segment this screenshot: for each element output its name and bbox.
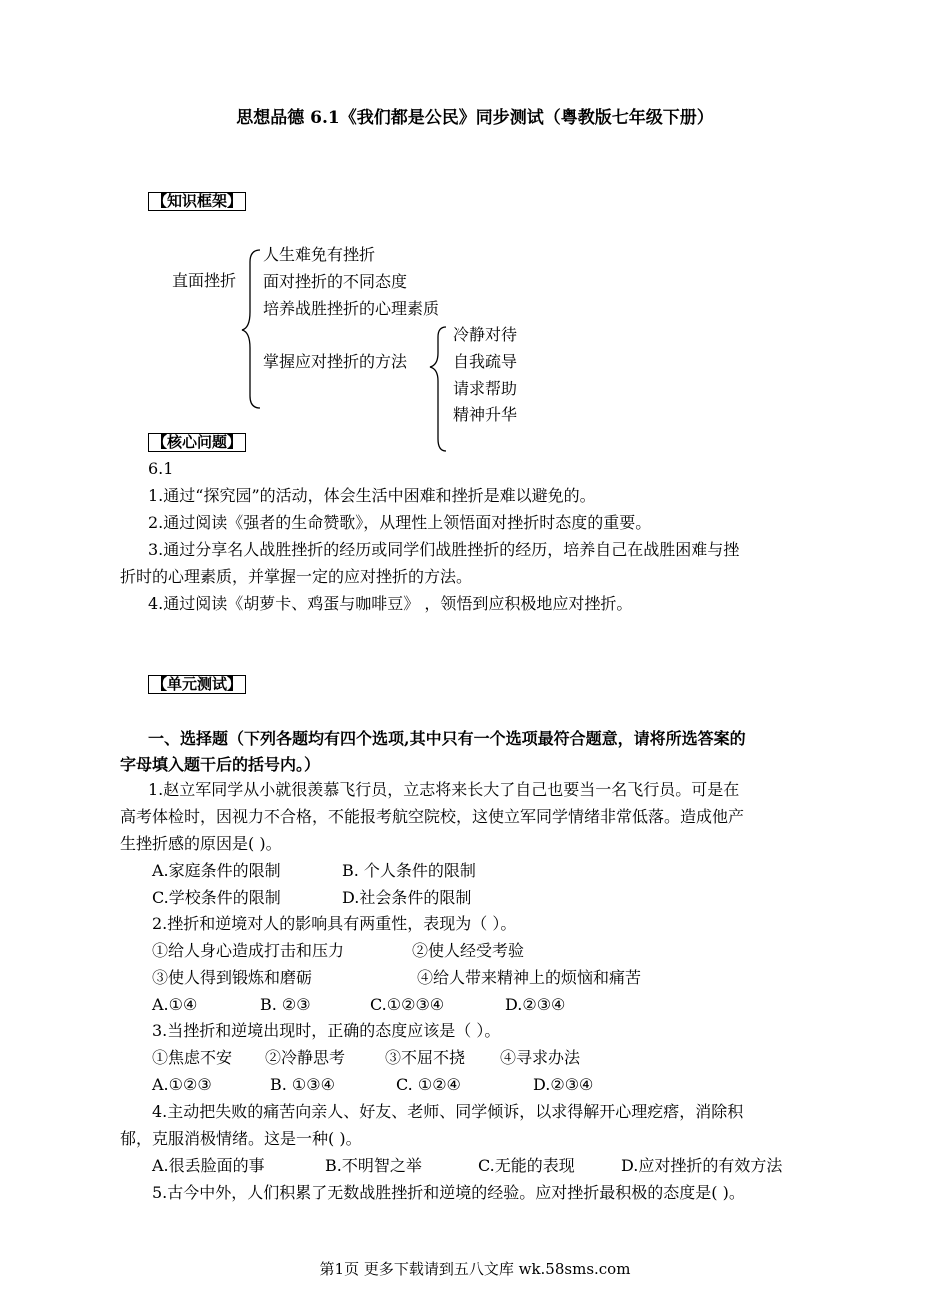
test-instruction-line2: 字母填入题干后的括号内。）: [120, 755, 321, 774]
q3-item-3: ③不屈不挠: [385, 1048, 466, 1067]
methods-brace: [426, 325, 456, 455]
q1-option-b: B. 个人条件的限制: [342, 861, 476, 880]
framework-branch-1: 人生难免有挫折: [263, 245, 376, 264]
core-item-2: 2.通过阅读《强者的生命赞歌》，从理性上领悟面对挫折时态度的重要。: [148, 513, 652, 532]
framework-branch-3: 培养战胜挫折的心理素质: [263, 299, 440, 318]
core-item-3-cont: 折时的心理素质，并掌握一定的应对挫折的方法。: [120, 567, 473, 586]
framework-branch-2: 面对挫折的不同态度: [263, 272, 408, 291]
test-instruction-line1: 一、选择题（下列各题均有四个选项,其中只有一个选项最符合题意，请将所选答案的: [148, 729, 746, 748]
q2-option-c: C.①②③④: [370, 995, 445, 1014]
core-item-1: 1.通过“探究园”的活动，体会生活中困难和挫折是难以避免的。: [148, 486, 596, 505]
q4-option-a: A.很丢脸面的事: [152, 1156, 265, 1175]
document-title: 思想品德 6.1《我们都是公民》同步测试（粤教版七年级下册）: [236, 108, 714, 128]
q2-item-2: ②使人经受考验: [412, 941, 525, 960]
q1-line3: 生挫折感的原因是( )。: [120, 834, 282, 853]
core-item-3: 3.通过分享名人战胜挫折的经历或同学们战胜挫折的经历，培养自己在战胜困难与挫: [148, 540, 740, 559]
q3-item-4: ④寻求办法: [500, 1048, 581, 1067]
page-footer: 第1页 更多下载请到五八文库 wk.58sms.com: [319, 1260, 631, 1278]
q4-line2: 郁，克服消极情绪。这是一种( )。: [120, 1129, 362, 1148]
q2-item-1: ①给人身心造成打击和压力: [152, 941, 345, 960]
q3-stem: 3.当挫折和逆境出现时，正确的态度应该是（ ）。: [152, 1021, 501, 1040]
q4-option-c: C.无能的表现: [478, 1156, 575, 1175]
q2-item-4: ④给人带来精神上的烦恼和痛苦: [417, 968, 642, 987]
framework-heading: 【知识框架】: [148, 192, 246, 211]
q1-option-d: D.社会条件的限制: [342, 888, 472, 907]
q3-option-c: C. ①②④: [396, 1075, 461, 1094]
core-heading: 【核心问题】: [148, 433, 246, 452]
test-heading: 【单元测试】: [148, 675, 246, 694]
q2-item-3: ③使人得到锻炼和磨砺: [152, 968, 313, 987]
q1-line1: 1.赵立军同学从小就很羡慕飞行员，立志将来长大了自己也要当一名飞行员。可是在: [148, 780, 740, 799]
q3-item-2: ②冷静思考: [265, 1048, 346, 1067]
q3-option-d: D.②③④: [533, 1075, 594, 1094]
q2-option-d: D.②③④: [505, 995, 566, 1014]
framework-root: 直面挫折: [172, 271, 237, 290]
core-item-4: 4.通过阅读《胡萝卡、鸡蛋与咖啡豆》 ，领悟到应积极地应对挫折。: [148, 594, 633, 613]
framework-branch-4: 掌握应对挫折的方法: [263, 352, 408, 371]
q5-stem: 5.古今中外，人们积累了无数战胜挫折和逆境的经验。应对挫折最积极的态度是( )。: [152, 1183, 745, 1202]
q1-option-c: C.学校条件的限制: [152, 888, 281, 907]
q1-option-a: A.家庭条件的限制: [152, 861, 281, 880]
q4-option-d: D.应对挫折的有效方法: [621, 1156, 783, 1175]
method-2: 自我疏导: [453, 352, 518, 371]
q2-option-b: B. ②③: [260, 995, 311, 1014]
q4-line1: 4.主动把失败的痛苦向亲人、好友、老师、同学倾诉，以求得解开心理疙瘩，消除积: [152, 1102, 744, 1121]
q4-option-b: B.不明智之举: [325, 1156, 422, 1175]
method-4: 精神升华: [453, 405, 518, 424]
core-section: 6.1: [148, 459, 174, 478]
q3-option-b: B. ①③④: [270, 1075, 335, 1094]
q3-option-a: A.①②③: [152, 1075, 212, 1094]
q1-line2: 高考体检时，因视力不合格，不能报考航空院校，这使立军同学情绪非常低落。造成他产: [120, 807, 745, 826]
q2-option-a: A.①④: [152, 995, 198, 1014]
q2-stem: 2.挫折和逆境对人的影响具有两重性，表现为（ ）。: [152, 914, 517, 933]
method-1: 冷静对待: [453, 325, 518, 344]
method-3: 请求帮助: [453, 379, 518, 398]
q3-item-1: ①焦虑不安: [152, 1048, 233, 1067]
